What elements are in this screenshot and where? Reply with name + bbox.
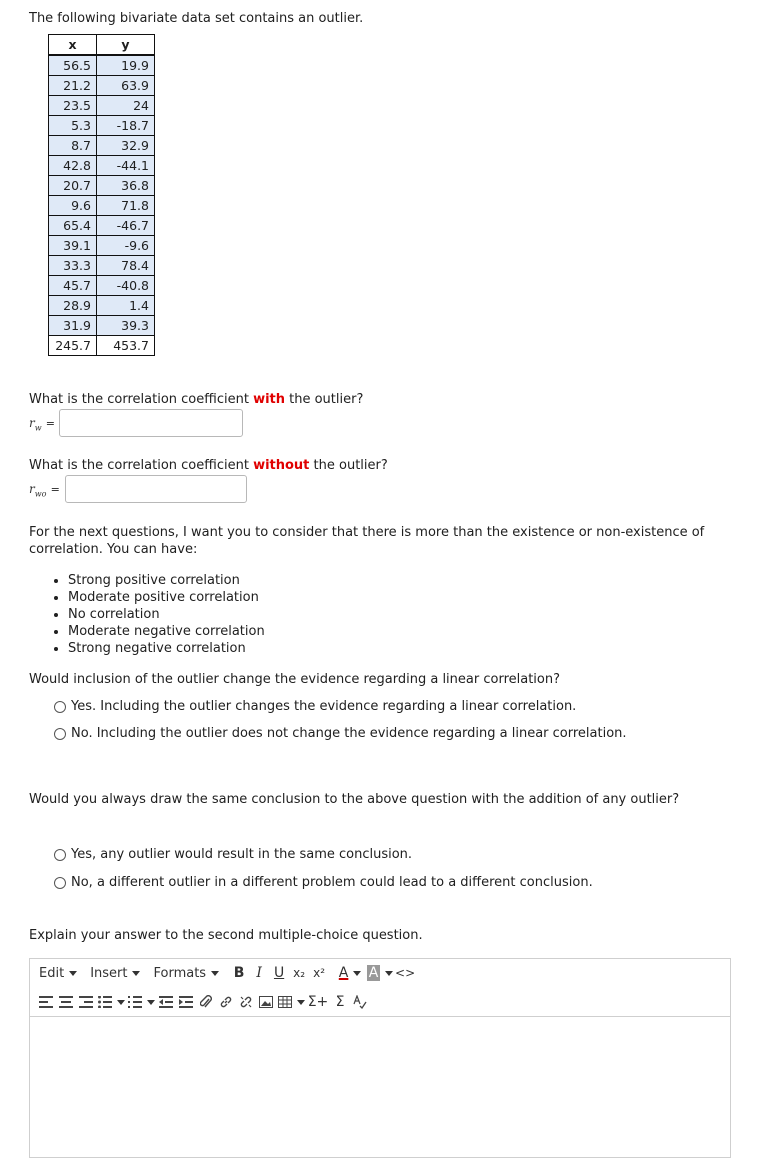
table-row — [49, 336, 155, 356]
cell-x: 42.8 — [49, 156, 97, 176]
equation-button[interactable]: Σ — [335, 994, 345, 1010]
cell-y: 24 — [97, 96, 155, 116]
numbered-list-icon — [128, 996, 142, 1008]
cell-y: 1.4 — [97, 296, 155, 316]
bullet-list-button[interactable] — [96, 991, 126, 1013]
menu-label: Insert — [90, 965, 128, 981]
equals-sign: = — [45, 417, 55, 430]
cell-x: 31.9 — [49, 316, 97, 336]
link-icon — [219, 995, 233, 1009]
radio-button[interactable] — [54, 701, 66, 713]
cell-y: -18.7 — [97, 116, 155, 136]
caret-down-icon — [211, 971, 219, 976]
insert-image-button[interactable] — [256, 991, 276, 1013]
question-text: What is the correlation coefficient — [29, 392, 254, 407]
align-left-button[interactable] — [36, 991, 56, 1013]
cell-x: 9.6 — [49, 196, 97, 216]
caret-down-icon — [297, 1000, 305, 1005]
rwo-input[interactable] — [65, 475, 247, 503]
outdent-icon — [159, 996, 173, 1008]
menu-insert[interactable] — [90, 966, 140, 981]
cell-x: 8.7 — [49, 136, 97, 156]
table-row — [49, 156, 155, 176]
menu-formats[interactable] — [153, 966, 219, 981]
outdent-button[interactable] — [156, 991, 176, 1013]
table-row — [49, 296, 155, 316]
align-center-icon — [59, 996, 73, 1008]
cell-x: 33.3 — [49, 256, 97, 276]
list-item: • Moderate positive correlation — [68, 589, 265, 606]
source-code-button[interactable]: <> — [395, 966, 416, 980]
paperclip-icon — [200, 995, 212, 1009]
cell-y: 453.7 — [97, 336, 155, 356]
table-row — [49, 276, 155, 296]
instructions-paragraph: For the next questions, I want you to consider that there is more than the existence or non-existence of correlation. You can have: — [29, 525, 705, 557]
intro-text: The following bivariate data set contains an outlier. — [29, 11, 364, 26]
rw-input[interactable] — [59, 409, 243, 437]
caret-down-icon — [69, 971, 77, 976]
question-inclusion: Would inclusion of the outlier change the evidence regarding a linear correlation? — [29, 672, 561, 687]
caret-down-icon — [353, 971, 361, 976]
align-center-button[interactable] — [56, 991, 76, 1013]
choice-yes-same[interactable] — [54, 847, 412, 862]
spellcheck-button[interactable] — [350, 991, 370, 1013]
subscript-w: w — [34, 423, 42, 433]
unlink-icon — [239, 995, 253, 1009]
editor-menubar — [30, 959, 415, 987]
cell-y: -44.1 — [97, 156, 155, 176]
list-item: • No correlation — [68, 606, 265, 623]
list-item: • Moderate negative correlation — [68, 623, 265, 640]
table-row — [49, 96, 155, 116]
attachment-button[interactable] — [196, 991, 216, 1013]
rwo-label — [29, 482, 60, 498]
rw-label — [29, 416, 55, 432]
choice-label: Yes, any outlier would result in the same conclusion. — [71, 847, 413, 862]
table-row — [49, 55, 155, 76]
subscript-button[interactable]: x₂ — [293, 966, 306, 980]
align-left-icon — [39, 996, 53, 1008]
superscript-button[interactable]: x² — [313, 966, 326, 980]
list-item: • Strong negative correlation — [68, 640, 265, 657]
spellcheck-icon — [353, 995, 367, 1009]
data-table — [48, 34, 155, 356]
align-right-icon — [79, 996, 93, 1008]
cell-y: 71.8 — [97, 196, 155, 216]
caret-down-icon — [117, 1000, 125, 1005]
cell-x: 45.7 — [49, 276, 97, 296]
cell-y: 39.3 — [97, 316, 155, 336]
variable-r: r — [29, 482, 35, 496]
font-color-icon: A — [338, 965, 349, 981]
choice-label: No, a different outlier in a different problem could lead to a different conclusion. — [71, 875, 593, 890]
editor-toolbar — [36, 989, 370, 1015]
emphasis-with: with — [253, 392, 285, 407]
variable-r: r — [29, 416, 35, 430]
italic-button[interactable]: I — [256, 965, 262, 981]
bold-button[interactable]: B — [233, 965, 245, 981]
question-text: the outlier? — [285, 392, 364, 407]
menu-label: Formats — [153, 965, 207, 981]
choice-label: Yes. Including the outlier changes the evidence regarding a linear correlation. — [71, 699, 577, 714]
cell-y: 19.9 — [97, 55, 155, 76]
bullet-list-icon — [98, 996, 112, 1008]
insert-table-button[interactable] — [276, 991, 306, 1013]
underline-button[interactable]: U — [273, 965, 285, 981]
radio-button[interactable] — [54, 877, 66, 889]
table-row — [49, 76, 155, 96]
column-header-y: y — [97, 35, 155, 56]
cell-x: 28.9 — [49, 296, 97, 316]
rich-text-editor — [29, 958, 731, 1158]
table-icon — [278, 996, 292, 1008]
cell-y: -40.8 — [97, 276, 155, 296]
cell-y: 63.9 — [97, 76, 155, 96]
align-right-button[interactable] — [76, 991, 96, 1013]
numbered-list-button[interactable] — [126, 991, 156, 1013]
question-text: What is the correlation coefficient — [29, 458, 254, 473]
table-row — [49, 116, 155, 136]
emphasis-without: without — [253, 458, 310, 473]
choice-no-change[interactable] — [54, 726, 627, 741]
cell-x: 20.7 — [49, 176, 97, 196]
indent-button[interactable] — [176, 991, 196, 1013]
equals-sign: = — [50, 483, 60, 496]
table-row — [49, 196, 155, 216]
font-color-button[interactable] — [335, 962, 365, 984]
cell-x: 56.5 — [49, 55, 97, 76]
cell-x: 23.5 — [49, 96, 97, 116]
question-text: the outlier? — [309, 458, 388, 473]
choice-label: No. Including the outlier does not change the evidence regarding a linear correlation. — [71, 726, 627, 741]
image-icon — [259, 996, 273, 1008]
caret-down-icon — [147, 1000, 155, 1005]
question-without-outlier — [29, 458, 388, 473]
table-row — [49, 236, 155, 256]
menu-edit[interactable] — [39, 966, 77, 981]
cell-x: 65.4 — [49, 216, 97, 236]
equation-plus-button[interactable]: Σ+ — [307, 994, 329, 1010]
caret-down-icon — [385, 971, 393, 976]
radio-button[interactable] — [54, 728, 66, 740]
cell-x: 5.3 — [49, 116, 97, 136]
table-row — [49, 136, 155, 156]
caret-down-icon — [132, 971, 140, 976]
background-color-icon: A — [368, 965, 379, 981]
cell-y: -9.6 — [97, 236, 155, 256]
choice-yes-changes[interactable] — [54, 699, 576, 714]
list-item: • Strong positive correlation — [68, 572, 265, 589]
menu-label: Edit — [39, 965, 65, 981]
question-explain: Explain your answer to the second multiple-choice question. — [29, 928, 423, 943]
indent-icon — [179, 996, 193, 1008]
cell-y: 78.4 — [97, 256, 155, 276]
cell-x: 21.2 — [49, 76, 97, 96]
table-row — [49, 176, 155, 196]
remove-link-button[interactable] — [236, 991, 256, 1013]
question-always-same: Would you always draw the same conclusion to the above question with the addition of any outlier? — [29, 792, 680, 807]
radio-button[interactable] — [54, 849, 66, 861]
cell-x: 39.1 — [49, 236, 97, 256]
cell-y: -46.7 — [97, 216, 155, 236]
table-row — [49, 256, 155, 276]
question-with-outlier — [29, 392, 363, 407]
column-header-x: x — [49, 35, 97, 56]
insert-link-button[interactable] — [216, 991, 236, 1013]
cell-y: 32.9 — [97, 136, 155, 156]
editor-text-area[interactable] — [30, 1016, 730, 1157]
correlation-options-list — [50, 572, 265, 657]
table-row — [49, 316, 155, 336]
table-row — [49, 216, 155, 236]
subscript-wo: wo — [34, 489, 47, 499]
background-color-button[interactable] — [365, 962, 395, 984]
cell-x: 245.7 — [49, 336, 97, 356]
cell-y: 36.8 — [97, 176, 155, 196]
choice-no-different[interactable] — [54, 875, 593, 890]
